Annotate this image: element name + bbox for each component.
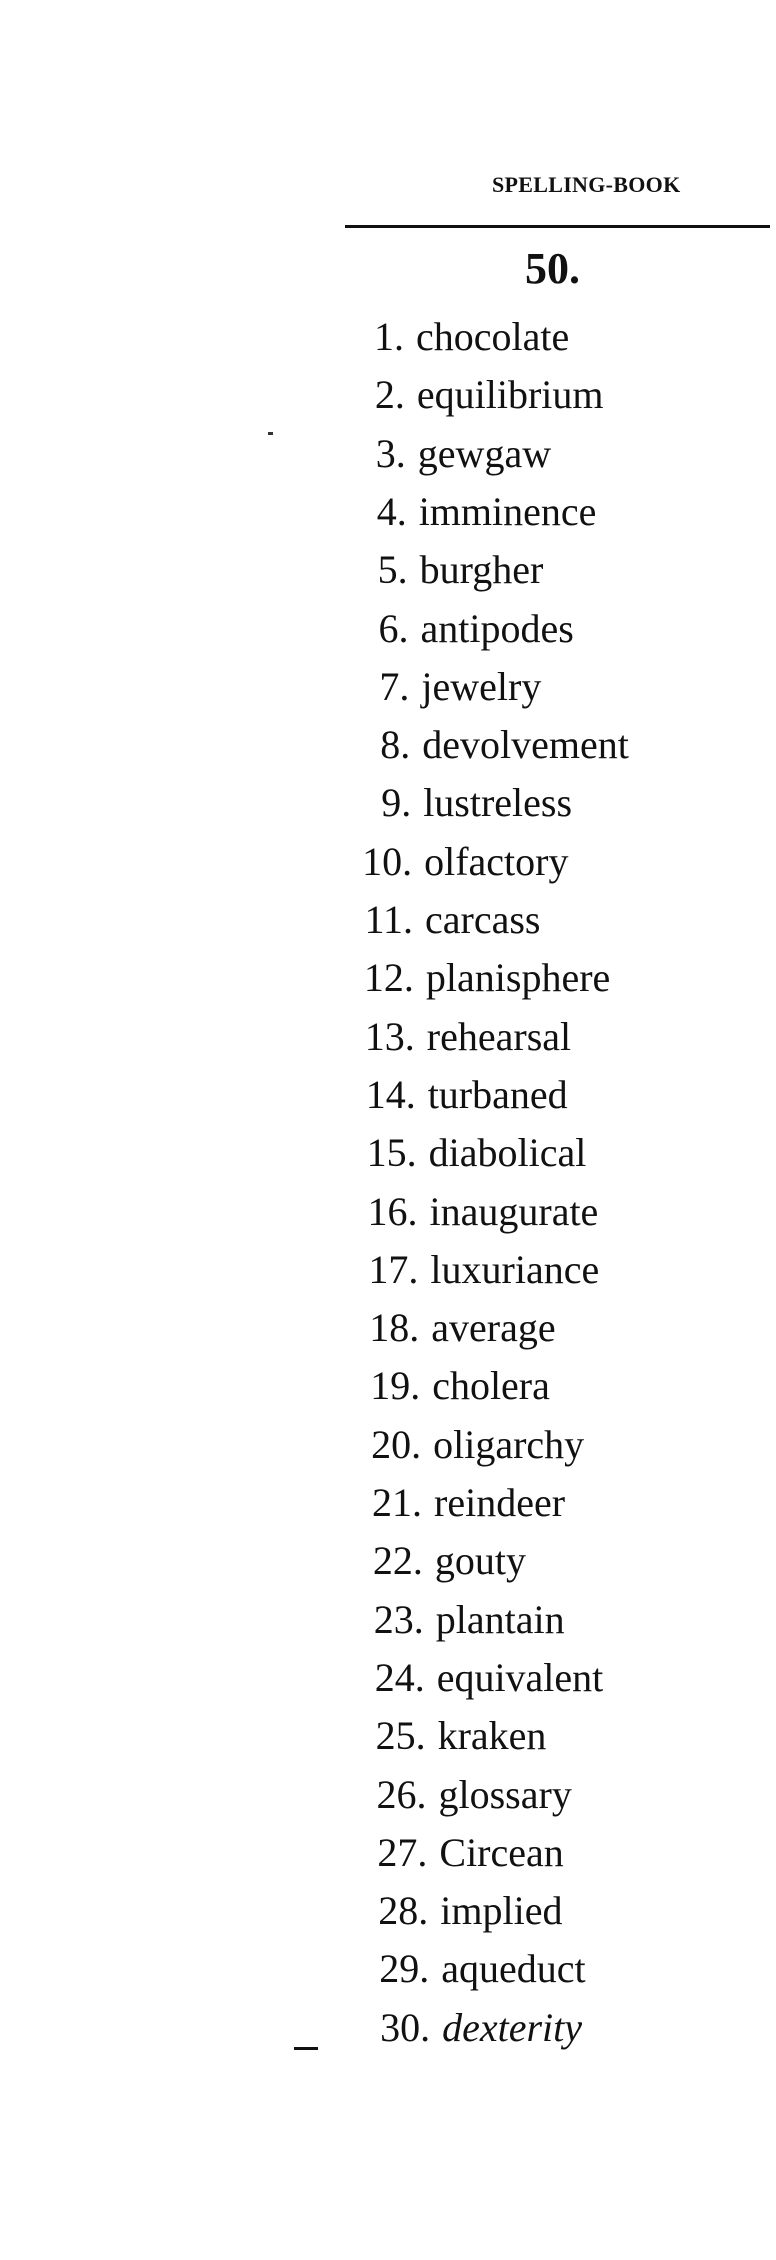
spelling-word: average: [431, 1305, 556, 1351]
list-item: [353, 1649, 604, 1707]
spelling-word: diabolical: [428, 1130, 587, 1176]
margin-dash: [294, 2047, 318, 2050]
list-item: [332, 308, 569, 366]
list-item: [335, 483, 597, 541]
word-number: 14.: [365, 1071, 416, 1117]
word-number: 13.: [364, 1013, 415, 1059]
list-item: [346, 1183, 599, 1241]
spelling-word: burgher: [419, 547, 544, 593]
word-number: 26.: [376, 1771, 427, 1817]
list-item: [349, 1416, 584, 1474]
word-number: 11.: [364, 897, 413, 942]
list-item: [355, 1824, 563, 1882]
spelling-word: equilibrium: [416, 372, 604, 418]
spelling-word: imminence: [418, 488, 597, 534]
spelling-word: kraken: [437, 1713, 547, 1759]
list-item: [333, 366, 604, 424]
word-number: 30.: [380, 2004, 431, 2050]
word-number: 8.: [380, 722, 411, 768]
spelling-word: rehearsal: [426, 1013, 572, 1059]
stray-ink-mark: [268, 432, 273, 435]
list-item: [348, 1357, 550, 1415]
spelling-word: oligarchy: [433, 1421, 585, 1467]
word-number: 9.: [381, 780, 412, 826]
list-item: [351, 1532, 526, 1590]
word-number: 5.: [377, 547, 408, 593]
word-number: 24.: [374, 1654, 425, 1700]
word-number: 21.: [372, 1480, 422, 1525]
word-number: 23.: [373, 1596, 424, 1642]
word-number: 15.: [366, 1130, 417, 1176]
list-item: [340, 833, 568, 891]
word-number: 18.: [369, 1305, 420, 1351]
spelling-word: dexterity: [442, 2004, 583, 2050]
list-item: [350, 1474, 565, 1532]
spelling-word: olfactory: [424, 838, 569, 884]
spelling-word: antipodes: [420, 605, 574, 651]
word-number: 1.: [374, 314, 404, 359]
word-number: 20.: [371, 1421, 422, 1467]
spelling-word: reindeer: [434, 1480, 566, 1525]
list-item: [346, 1241, 599, 1299]
word-number: 17.: [368, 1246, 419, 1292]
word-number: 25.: [375, 1713, 426, 1759]
spelling-word: carcass: [425, 897, 541, 942]
word-number: 2.: [374, 372, 405, 418]
word-number: 3.: [375, 430, 406, 476]
word-number: 29.: [379, 1946, 430, 1992]
spelling-word: inaugurate: [429, 1188, 599, 1234]
list-item: [358, 1999, 582, 2057]
word-number: 12.: [363, 955, 414, 1001]
list-item: [339, 774, 572, 832]
list-item: [345, 1124, 587, 1182]
spelling-word: luxuriance: [430, 1246, 600, 1292]
list-item: [341, 891, 540, 949]
word-number: 16.: [367, 1188, 418, 1234]
spelling-word: cholera: [432, 1363, 550, 1409]
list-item: [337, 600, 574, 658]
spelling-word: gouty: [434, 1538, 527, 1584]
list-item: [344, 1066, 568, 1124]
spelling-word: plantain: [435, 1596, 565, 1642]
word-number: 7.: [379, 663, 410, 709]
list-item: [343, 1008, 571, 1066]
spelling-word: gewgaw: [417, 430, 552, 476]
spelling-word: devolvement: [422, 722, 629, 768]
word-number: 10.: [362, 838, 413, 884]
spelling-word: glossary: [438, 1771, 572, 1817]
word-number: 6.: [378, 605, 409, 651]
spelling-word: turbaned: [427, 1071, 568, 1117]
spelling-word: planisphere: [425, 955, 611, 1001]
list-item: [338, 716, 629, 774]
word-number: 22.: [372, 1538, 423, 1584]
list-item: [347, 1299, 555, 1357]
word-number: 28.: [378, 1888, 429, 1934]
lesson-number: 50.: [525, 244, 580, 293]
list-item: [357, 1940, 585, 1998]
spelling-word: lustreless: [423, 780, 573, 826]
list-item: [336, 541, 544, 599]
list-item: [337, 658, 541, 716]
header-rule: [345, 225, 770, 228]
list-item: [354, 1707, 547, 1765]
list-item: [355, 1766, 572, 1824]
spelling-word: jewelry: [421, 663, 542, 709]
list-item: [352, 1591, 565, 1649]
word-number: 4.: [376, 488, 407, 534]
word-number: 27.: [377, 1829, 428, 1875]
spelling-word: Circean: [439, 1829, 564, 1875]
list-item: [342, 949, 610, 1007]
list-item: [334, 425, 551, 483]
spelling-word: aqueduct: [441, 1946, 586, 1992]
running-head: SPELLING-BOOK: [492, 172, 681, 197]
word-number: 19.: [370, 1363, 421, 1409]
spelling-word: chocolate: [416, 314, 570, 359]
list-item: [356, 1882, 562, 1940]
spelling-word: equivalent: [436, 1654, 604, 1700]
spelling-word: implied: [440, 1888, 563, 1934]
